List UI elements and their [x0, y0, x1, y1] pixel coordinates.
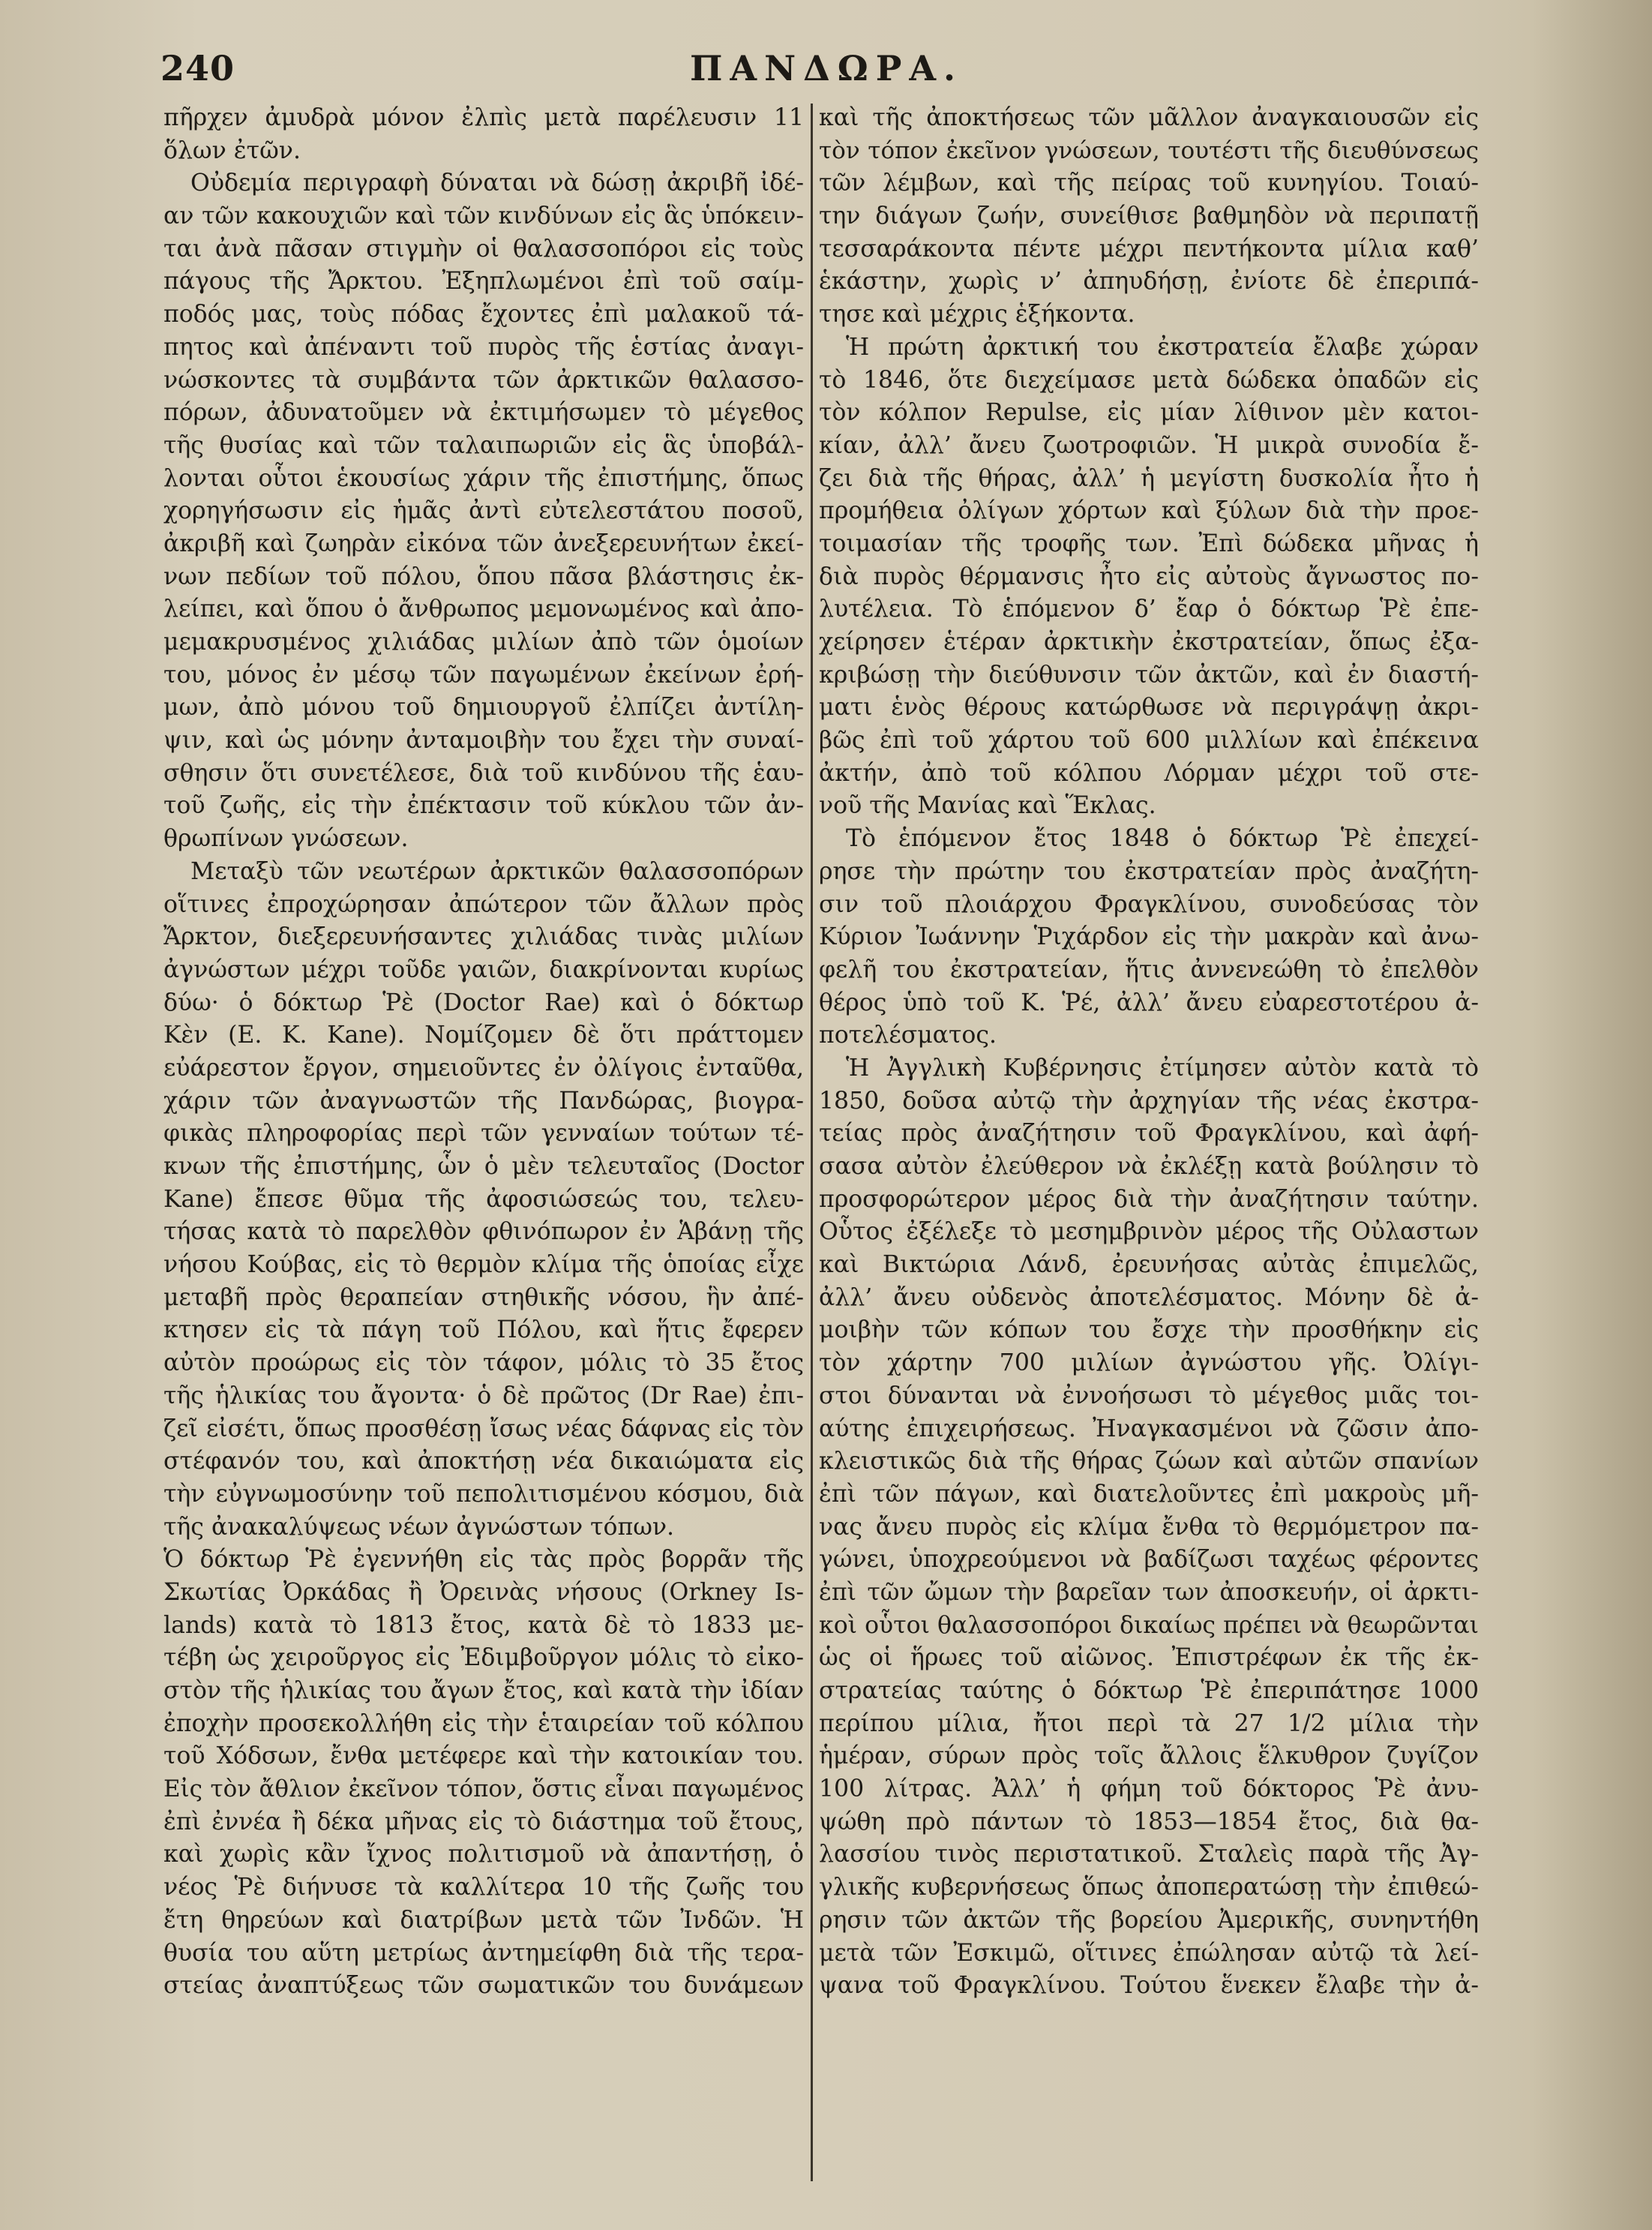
column-divider — [811, 104, 813, 2181]
text-line: προσφορώτερον μέρος διὰ τὴν ἀναζήτησιν ταύτην. — [819, 1185, 1479, 1213]
text-line: Κύριον Ἰωάννην Ῥιχάρδον εἰς τὴν μακρὰν καὶ ἀνω- — [819, 923, 1479, 951]
text-line: τῆς ἀνακαλύψεως νέων ἀγνώστων τόπων. — [163, 1513, 675, 1541]
text-line: στοι δύνανται νὰ ἐννοήσωσι τὸ μέγεθος μιᾶς τοι- — [819, 1382, 1479, 1409]
text-line: μετὰ τῶν Ἐσκιμῶ, οἵτινες ἐπώλησαν αὐτῷ τὰ λεί- — [819, 1939, 1479, 1967]
text-line: χάριν τῶν ἀναγνωστῶν τῆς Πανδώρας, βιογρα- — [163, 1087, 804, 1115]
text-line: νέος Ῥὲ διήνυσε τὰ καλλίτερα 10 τῆς ζωῆς του — [163, 1874, 804, 1901]
text-line: σθησιν ὅτι συνετέλεσε, διὰ τοῦ κινδύνου τῆς ἑαυ- — [163, 759, 804, 787]
text-line: μοιβὴν τῶν κόπων του ἔσχε τὴν προσθήκην εἰς — [819, 1316, 1479, 1344]
text-line: ψώθη πρὸ πάντων τὸ 1853—1854 ἔτος, διὰ θα- — [819, 1808, 1479, 1835]
page-number: 240 — [160, 48, 235, 89]
text-line: Kane) ἔπεσε θῦμα τῆς ἀφοσιώσεώς του, τελευ- — [163, 1185, 804, 1213]
text-line: στρατείας ταύτης ὁ δόκτωρ Ῥὲ ἐπεριπάτησε 1000 — [819, 1677, 1479, 1704]
text-line: Ὁ δόκτωρ Ῥὲ ἐγεννήθη εἰς τὰς πρὸς βορρᾶν τῆς — [163, 1546, 804, 1574]
text-line: ὡς οἱ ἥρωες τοῦ αἰῶνος. Ἐπιστρέφων ἐκ τῆς ἐκ- — [819, 1644, 1479, 1672]
text-line: νώσκοντες τὰ συμβάντα τῶν ἀρκτικῶν θαλασσο- — [163, 366, 804, 394]
text-line: τὴν εὐγνωμοσύνην τοῦ πεπολιτισμένου κόσμου, διὰ — [163, 1480, 804, 1508]
text-line: διὰ πυρὸς θέρμανσις ἦτο εἰς αὐτοὺς ἄγνωστος πο- — [819, 563, 1479, 590]
page-edge-shadow — [1532, 0, 1652, 2230]
text-line: θυσία του αὕτη μετρίως ἀντημείφθη διὰ τῆς τερα- — [163, 1939, 804, 1967]
text-line: χείρησεν ἑτέραν ἀρκτικὴν ἐκστρατείαν, ὅπως ἐξα- — [819, 629, 1479, 656]
text-line: 1850, δοῦσα αὐτῷ τὴν ἀρχηγίαν τῆς νέας ἐκστρα- — [819, 1087, 1479, 1115]
text-line: τοῦ Χόδσων, ἔνθα μετέφερε καὶ τὴν κατοικίαν του. — [163, 1742, 804, 1770]
page-header — [160, 44, 1492, 96]
right-column — [819, 102, 1479, 2003]
text-line: αν τῶν κακουχιῶν καὶ τῶν κινδύνων εἰς ἃς ὑπόκειν- — [163, 203, 804, 230]
text-line: οἵτινες ἐπροχώρησαν ἀπώτερον τῶν ἄλλων πρὸς — [163, 890, 804, 918]
text-line: τῆς θυσίας καὶ τῶν ταλαιπωριῶν εἰς ἃς ὑποβάλ- — [163, 431, 804, 459]
text-line: Τὸ ἑπόμενον ἔτος 1848 ὁ δόκτωρ Ῥὲ ἐπεχεί- — [846, 825, 1479, 853]
text-line: ματι ἑνὸς θέρους κατώρθωσε νὰ περιγράψῃ ἀκρι- — [819, 694, 1479, 722]
text-line: κριβώσῃ τὴν διεύθυνσιν τῶν ἀκτῶν, καὶ ἐν διαστή- — [819, 661, 1479, 689]
text-line: 100 λίτρας. Ἀλλ’ ἡ φήμη τοῦ δόκτορος Ῥὲ ἀνυ- — [819, 1775, 1479, 1803]
text-line: φελῆ του ἐκστρατείαν, ἥτις ἀννενεώθη τὸ ἐπελθὸν — [819, 956, 1479, 983]
text-line: τησε καὶ μέχρις ἑξήκοντα. — [819, 301, 1135, 329]
running-title: ΠΑΝΔΩΡΑ. — [689, 48, 964, 89]
text-line: ἀκριβῆ καὶ ζωηρὰν εἰκόνα τῶν ἀνεξερευνήτων ἐκεί- — [163, 530, 804, 557]
text-line: Οὐδεμία περιγραφὴ δύναται νὰ δώσῃ ἀκριβῆ ἰδέ- — [190, 170, 804, 197]
text-line: γώνει, ὑποχρεούμενοι νὰ βαδίζωσι ταχέως φέροντες — [819, 1546, 1479, 1574]
text-line: Σκωτίας Ὀρκάδας ἢ Ὀρεινὰς νήσους (Orkney Is- — [163, 1578, 804, 1606]
text-line: καὶ χωρὶς κἂν ἴχνος πολιτισμοῦ νὰ ἀπαντήσῃ, ὁ — [163, 1841, 804, 1868]
text-line: ται ἀνὰ πᾶσαν στιγμὴν οἱ θαλασσοπόροι εἰς τοὺς — [163, 235, 804, 263]
text-line: ἐπὶ τῶν πάγων, καὶ διατελοῦντες ἐπὶ μακροὺς μῆ- — [819, 1480, 1479, 1508]
text-line: ὅλων ἐτῶν. — [163, 137, 301, 164]
text-line: κτησεν εἰς τὰ πάγη τοῦ Πόλου, καὶ ἥτις ἔφερεν — [163, 1316, 804, 1344]
text-line: ρησιν τῶν ἀκτῶν τῆς βορείου Ἀμερικῆς, συνηντήθη — [819, 1906, 1479, 1934]
text-line: ρησε τὴν πρώτην του ἐκστρατείαν πρὸς ἀναζήτη- — [819, 857, 1479, 885]
text-line: λυτέλεια. Τὸ ἑπόμενον δ’ ἔαρ ὁ δόκτωρ Ῥὲ ἐπε- — [819, 596, 1479, 623]
text-line: αὐτὸν προώρως εἰς τὸν τάφον, μόλις τὸ 35 ἔτος — [163, 1349, 804, 1377]
text-line: τῆς ἡλικίας του ἄγοντα· ὁ δὲ πρῶτος (Dr Rae) ἐπι- — [163, 1382, 804, 1409]
text-line: Οὗτος ἐξέλεξε τὸ μεσημβρινὸν μέρος τῆς Οὐλαστων — [819, 1218, 1479, 1246]
text-line: δύω· ὁ δόκτωρ Ῥὲ (Doctor Rae) καὶ ὁ δόκτωρ — [163, 989, 804, 1016]
text-line: θρωπίνων γνώσεων. — [163, 825, 409, 853]
text-line: ἀλλ’ ἄνευ οὐδενὸς ἀποτελέσματος. Μόνην δὲ ἀ- — [819, 1283, 1479, 1311]
text-line: την διάγων ζωήν, συνείθισε βαθμηδὸν νὰ περιπατῇ — [819, 203, 1479, 230]
text-line: ψανα τοῦ Φραγκλίνου. Τούτου ἕνεκεν ἔλαβε τὴν ἀ- — [819, 1972, 1479, 2000]
text-line: τήσας κατὰ τὸ παρελθὸν φθινόπωρον ἐν Ἁβάνῃ τῆς — [163, 1218, 804, 1246]
text-line: ποδός μας, τοὺς πόδας ἔχοντες ἐπὶ μαλακοῦ τά- — [163, 301, 804, 329]
text-line: ἐπὶ τῶν ὤμων τὴν βαρεῖαν των ἀποσκευήν, οἱ ἀρκτι- — [819, 1578, 1479, 1606]
text-line: τοιμασίαν τῆς τροφῆς των. Ἐπὶ δώδεκα μῆνας ἡ — [819, 530, 1479, 557]
text-line: τὸν χάρτην 700 μιλίων ἀγνώστου γῆς. Ὀλίγι- — [819, 1349, 1479, 1377]
text-line: φικὰς πληροφορίας περὶ τῶν γενναίων τούτων τέ- — [163, 1120, 804, 1148]
text-line: καὶ Βικτώρια Λάνδ, ἐρευνήσας αὐτὰς ἐπιμελῶς, — [819, 1251, 1479, 1279]
text-line: κοὶ οὗτοι θαλασσοπόροι δικαίως πρέπει νὰ θεωρῶνται — [819, 1611, 1479, 1639]
text-line: πῆρχεν ἀμυδρὰ μόνον ἐλπὶς μετὰ παρέλευσιν 11 — [163, 104, 804, 131]
text-line: ἔτη θηρεύων καὶ διατρίβων μετὰ τῶν Ἰνδῶν. Ἡ — [163, 1906, 804, 1934]
text-line: ἀκτήν, ἀπὸ τοῦ κόλπου Λόρμαν μέχρι τοῦ στε- — [819, 759, 1479, 787]
text-line: λείπει, καὶ ὅπου ὁ ἄνθρωπος μεμονωμένος καὶ ἀπο- — [163, 596, 804, 623]
text-line: τοῦ ζωῆς, εἰς τὴν ἐπέκτασιν τοῦ κύκλου τῶν ἀν- — [163, 792, 804, 820]
text-line: ζει διὰ τῆς θήρας, ἀλλ’ ἡ μεγίστη δυσκολία ἦτο ἡ — [819, 464, 1479, 492]
text-line: προμήθεια ὀλίγων χόρτων καὶ ξύλων διὰ τὴν προε- — [819, 497, 1479, 525]
text-line: στέφανόν του, καὶ ἀποκτήσῃ νέα δικαιώματα εἰς — [163, 1448, 804, 1475]
text-line: μεταβῆ πρὸς θεραπείαν στηθικῆς νόσου, ἣν ἀπέ- — [163, 1283, 804, 1311]
text-line: χορηγήσωσιν εἰς ἡμᾶς ἀντὶ εὐτελεστάτου ποσοῦ, — [163, 497, 804, 525]
text-line: σασα αὐτὸν ἐλεύθερον νὰ ἐκλέξῃ κατὰ βούλησιν τὸ — [819, 1153, 1479, 1180]
text-line: ἐποχὴν προσεκολλήθη εἰς τὴν ἑταιρείαν τοῦ κόλπου — [163, 1709, 804, 1737]
text-line: του, μόνος ἐν μέσῳ τῶν παγωμένων ἐκείνων ἐρή- — [163, 661, 804, 689]
text-line: νοῦ τῆς Μανίας καὶ Ἕκλας. — [819, 792, 1156, 820]
text-line: μων, ἀπὸ μόνου τοῦ δημιουργοῦ ἐλπίζει ἀντίλη- — [163, 694, 804, 722]
text-line: τῶν λέμβων, καὶ τῆς πείρας τοῦ κυνηγίου. Τοιαύ- — [819, 170, 1479, 197]
text-line: τεσσαράκοντα πέντε μέχρι πεντήκοντα μίλια καθ’ — [819, 235, 1479, 263]
text-line: ἡμέραν, σύρων πρὸς τοῖς ἄλλοις ἕλκυθρον ζυγίζον — [819, 1742, 1479, 1770]
text-line: πάγους τῆς Ἄρκτου. Ἐξηπλωμένοι ἐπὶ τοῦ σαίμ- — [163, 268, 804, 296]
text-line: Εἰς τὸν ἄθλιον ἐκεῖνον τόπον, ὅστις εἶναι παγωμένος — [163, 1775, 804, 1803]
text-line: κνων τῆς ἐπιστήμης, ὧν ὁ μὲν τελευταῖος (Doctor — [163, 1153, 804, 1180]
text-line: στείας ἀναπτύξεως τῶν σωματικῶν του δυνάμεων — [163, 1972, 804, 2000]
text-line: νων πεδίων τοῦ πόλου, ὅπου πᾶσα βλάστησις ἐκ- — [163, 563, 804, 590]
text-line: σιν τοῦ πλοιάρχου Φραγκλίνου, συνοδεύσας τὸν — [819, 890, 1479, 918]
text-line: τὸν τόπον ἐκεῖνον γνώσεων, τουτέστι τῆς διευθύνσεως — [819, 137, 1479, 164]
text-line: ποτελέσματος. — [819, 1022, 997, 1049]
text-line: πόρων, ἀδυνατοῦμεν νὰ ἐκτιμήσωμεν τὸ μέγεθος — [163, 399, 804, 427]
text-line: τείας πρὸς ἀναζήτησιν τοῦ Φραγκλίνου, καὶ ἀφή- — [819, 1120, 1479, 1148]
left-column — [163, 102, 804, 2003]
text-line: περίπου μίλια, ἤτοι περὶ τὰ 27 1/2 μίλια τὴν — [819, 1709, 1479, 1737]
text-line: ἑκάστην, χωρὶς ν’ ἀπηυδήσῃ, ἐνίοτε δὲ ἐπεριπά- — [819, 268, 1479, 296]
text-line: τέβη ὡς χειροῦργος εἰς Ἐδιμβοῦργον μόλις τὸ εἰκο- — [163, 1644, 804, 1672]
text-line: γλικῆς κυβερνήσεως ὅπως ἀποπερατώσῃ τὴν ἐπιθεώ- — [819, 1874, 1479, 1901]
text-line: κλειστικῶς διὰ τῆς θήρας ζώων καὶ αὐτῶν σπανίων — [819, 1448, 1479, 1475]
text-line: λονται οὗτοι ἑκουσίως χάριν τῆς ἐπιστήμης, ὅπως — [163, 464, 804, 492]
text-line: τὸ 1846, ὅτε διεχείμασε μετὰ δώδεκα ὀπαδῶν εἰς — [819, 366, 1479, 394]
text-line: λασσίου τινὸς περιστατικοῦ. Σταλεὶς παρὰ τῆς Ἀγ- — [819, 1841, 1479, 1868]
text-line: νας ἄνευ πυρὸς εἰς κλίμα ἔνθα τὸ θερμόμετρον πα- — [819, 1513, 1479, 1541]
text-line: στὸν τῆς ἡλικίας του ἄγων ἔτος, καὶ κατὰ τὴν ἰδίαν — [163, 1677, 804, 1704]
text-line: καὶ τῆς ἀποκτήσεως τῶν μᾶλλον ἀναγκαιουσῶν εἰς — [819, 104, 1479, 131]
text-line: νήσου Κούβας, εἰς τὸ θερμὸν κλίμα τῆς ὁποίας εἶχε — [163, 1251, 804, 1279]
text-line: τὸν κόλπον Repulse, εἰς μίαν λίθινον μὲν κατοι- — [819, 399, 1479, 427]
text-line: πητος καὶ ἀπέναντι τοῦ πυρὸς τῆς ἑστίας ἀναγι- — [163, 333, 804, 361]
text-line: εὐάρεστον ἔργον, σημειοῦντες ἐν ὀλίγοις ἐνταῦθα, — [163, 1054, 804, 1082]
text-line: Ἡ Ἀγγλικὴ Κυβέρνησις ἐτίμησεν αὐτὸν κατὰ τὸ — [846, 1054, 1479, 1082]
text-line: ἀγνώστων μέχρι τοῦδε γαιῶν, διακρίνονται κυρίως — [163, 956, 804, 983]
text-line: Ἡ πρώτη ἀρκτική του ἐκστρατεία ἔλαβε χώραν — [846, 333, 1479, 361]
text-line: ἐπὶ ἐννέα ἢ δέκα μῆνας εἰς τὸ διάστημα τοῦ ἔτους, — [163, 1808, 804, 1835]
text-line: lands) κατὰ τὸ 1813 ἔτος, κατὰ δὲ τὸ 1833 με- — [163, 1611, 804, 1639]
text-line: Κὲν (E. K. Kane). Νομίζομεν δὲ ὅτι πράττομεν — [163, 1022, 804, 1049]
text-line: Μεταξὺ τῶν νεωτέρων ἀρκτικῶν θαλασσοπόρων — [190, 857, 804, 885]
text-line: μεμακρυσμένος χιλιάδας μιλίων ἀπὸ τῶν ὁμοίων — [163, 629, 804, 656]
text-line: θέρος ὑπὸ τοῦ Κ. Ῥέ, ἀλλ’ ἄνευ εὐαρεστοτέρου ἀ- — [819, 989, 1479, 1016]
text-line: Ἄρκτον, διεξερευνήσαντες χιλιάδας τινὰς μιλίων — [163, 923, 804, 951]
text-line: αύτης ἐπιχειρήσεως. Ἠναγκασμένοι νὰ ζῶσιν ἀπο- — [819, 1415, 1479, 1442]
text-line: ψιν, καὶ ὡς μόνην ἀνταμοιβὴν του ἔχει τὴν συναί- — [163, 727, 804, 755]
text-line: κίαν, ἀλλ’ ἄνευ ζωοτροφιῶν. Ἡ μικρὰ συνοδία ἔ- — [819, 431, 1479, 459]
text-line: βῶς ἐπὶ τοῦ χάρτου τοῦ 600 μιλλίων καὶ ἐπέκεινα — [819, 727, 1479, 755]
text-line: ζεῖ εἰσέτι, ὅπως προσθέσῃ ἴσως νέας δάφνας εἰς τὸν — [163, 1415, 804, 1442]
